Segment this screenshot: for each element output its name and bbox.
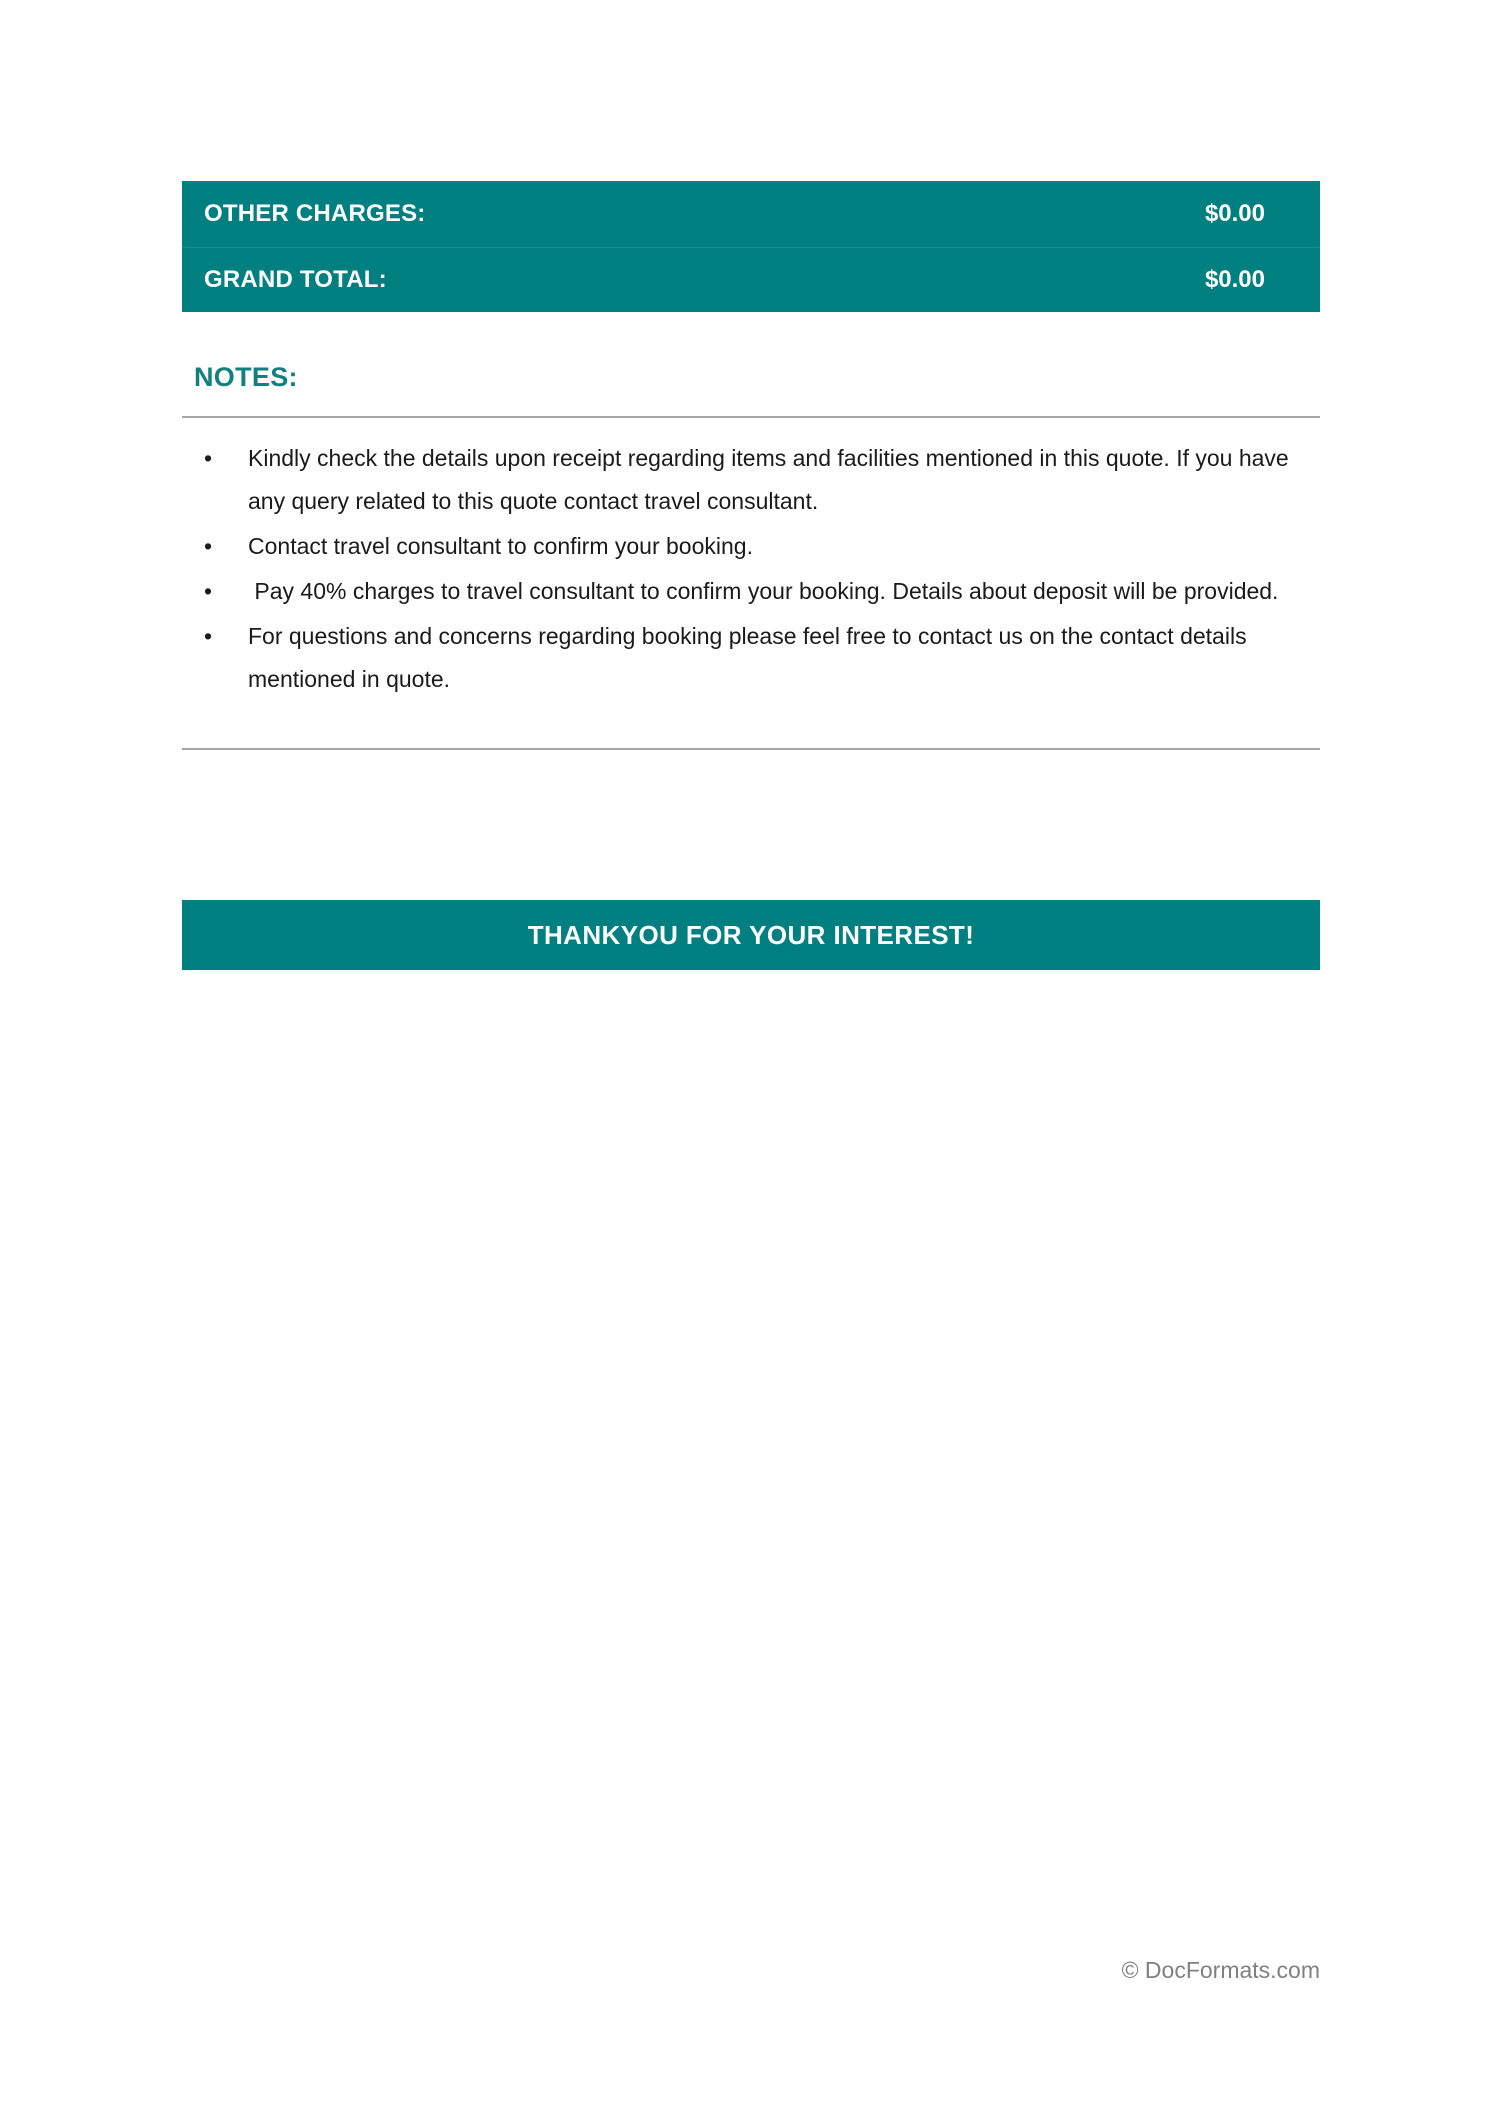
note-text: For questions and concerns regarding booking please feel free to contact us on the contact details mentioned in quote. bbox=[248, 623, 1253, 692]
thankyou-banner bbox=[182, 900, 1320, 970]
bullet-icon: • bbox=[204, 578, 213, 604]
other-charges-value: $0.00 bbox=[1204, 199, 1265, 227]
list-item bbox=[182, 615, 1332, 701]
notes-divider-bottom bbox=[182, 748, 1320, 750]
footer-credit: © DocFormats.com bbox=[1121, 1957, 1320, 1983]
other-charges-label: OTHER CHARGES: bbox=[204, 199, 426, 227]
list-item bbox=[182, 525, 1332, 568]
bullet-icon: • bbox=[204, 533, 213, 559]
list-item bbox=[182, 570, 1332, 613]
notes-divider-top bbox=[182, 416, 1320, 418]
totals-row-other-charges bbox=[182, 181, 1320, 246]
bullet-icon: • bbox=[204, 623, 213, 649]
list-item bbox=[182, 437, 1332, 523]
totals-summary-block bbox=[182, 181, 1320, 312]
bullet-icon: • bbox=[204, 445, 213, 471]
grand-total-value: $0.00 bbox=[1204, 266, 1265, 293]
note-text: Kindly check the details upon receipt regarding items and facilities mentioned in this quote. If you have any query related to this quote contact travel consultant. bbox=[248, 445, 1296, 514]
grand-total-label: GRAND TOTAL: bbox=[204, 266, 387, 293]
thankyou-banner-text: THANKYOU FOR YOUR INTEREST! bbox=[527, 919, 975, 950]
note-text: Contact travel consultant to confirm your booking. bbox=[248, 533, 753, 559]
totals-row-grand-total bbox=[182, 247, 1320, 312]
note-text: Pay 40% charges to travel consultant to confirm your booking. Details about deposit will be provided. bbox=[248, 578, 1279, 604]
notes-heading: NOTES: bbox=[194, 362, 298, 392]
notes-list bbox=[182, 437, 1332, 703]
